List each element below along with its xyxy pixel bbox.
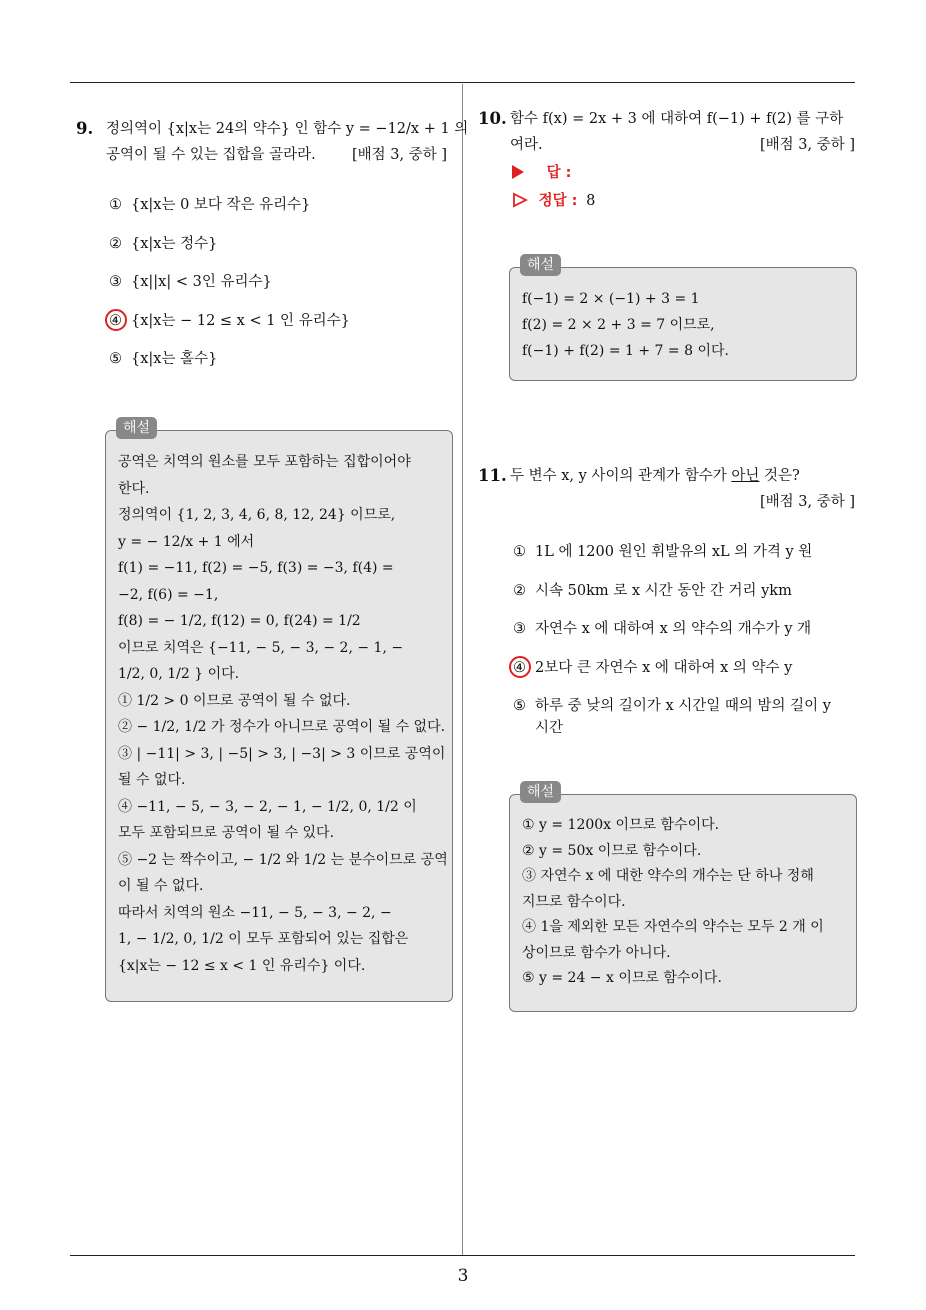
q11-option-3[interactable] [513,618,811,640]
explanation-line: 따라서 치역의 원소 −11, − 5, − 3, − 2, − [118,904,392,921]
option-number: ② [513,582,526,599]
play-icon [512,165,524,179]
option-text: {x||x| < 3인 유리수} [131,274,272,290]
q11-explanation-box [509,784,857,1012]
q11-option-5[interactable] [513,695,831,739]
q9-explanation-box [105,420,453,1002]
explanation-line: 1/2, 0, 1/2 } 이다. [118,666,240,682]
bottom-rule [70,1255,855,1256]
selected-answer-circle-icon [509,656,531,678]
question-text [106,116,469,168]
q9-option-5[interactable] [109,348,217,370]
selected-answer-circle-icon [105,309,127,331]
explanation-line: ① 1/2 > 0 이므로 공역이 될 수 없다. [118,692,351,709]
question-line-1-underlined: 아닌 [731,468,760,484]
option-number: ⑤ [513,698,526,714]
q10-explanation-box [509,257,857,381]
top-rule [70,82,855,83]
option-number: ⑤ [109,351,122,367]
explanation-line: f(2) = 2 × 2 + 3 = 7 이므로, [522,317,715,333]
explanation-line: 1, − 1/2, 0, 1/2 이 모두 포함되어 있는 집합은 [118,931,409,947]
option-text: 시속 50km 로 x 시간 동안 간 거리 ykm [535,582,792,599]
score-label: [배점 3, 중하 ] [352,147,448,163]
explanation-line: ① y = 1200x 이므로 함수이다. [522,817,720,833]
q9-option-1[interactable] [109,194,310,216]
q11-option-4[interactable] [513,657,792,679]
question-line-2: 여라. [510,137,543,153]
score-label: [배점 3, 중하 ] [760,137,856,153]
option-number: ③ [109,274,122,290]
explanation-line: 될 수 없다. [118,772,186,788]
option-text: {x|x는 홀수} [131,351,218,367]
explanation-line: ② y = 50x 이므로 함수이다. [522,842,702,859]
question-line-1-pre: 두 변수 x, y 사이의 관계가 함수가 [510,468,732,484]
question-number: 10. [478,109,507,128]
option-text: 1L 에 1200 원인 휘발유의 xL 의 가격 y 원 [535,544,813,560]
explanation-label: 해설 [520,781,561,803]
question-9 [76,116,469,172]
option-number: ① [109,197,122,213]
q9-option-2[interactable] [109,233,217,255]
explanation-line: f(−1) + f(2) = 1 + 7 = 8 이다. [522,343,729,359]
q10-answer-row [512,161,571,185]
explanation-line: f(1) = −11, f(2) = −5, f(3) = −3, f(4) = [118,560,394,576]
q9-option-4[interactable] [109,310,350,332]
explanation-line: ③ | −11| > 3, | −5| > 3, | −3| > 3 이므로 공역이 [118,745,446,762]
correct-value: 8 [586,193,596,209]
option-text: {x|x는 0 보다 작은 유리수} [131,197,311,213]
q10-correct-row [512,189,595,213]
explanation-line: 상이므로 함수가 아니다. [522,944,671,961]
question-11 [478,463,858,519]
option-number: ② [109,235,122,252]
explanation-line: ④ −11, − 5, − 3, − 2, − 1, − 1/2, 0, 1/2 이 [118,798,417,815]
q9-option-3[interactable] [109,271,272,293]
explanation-line: ③ 자연수 x 에 대한 약수의 개수는 단 하나 정해 [522,868,814,884]
option-text-continued: 시간 [535,720,564,736]
explanation-line: 공역은 치역의 원소를 모두 포함하는 집합이어야 [118,454,411,470]
question-number: 9. [76,119,94,138]
question-line-1: 정의역이 {x|x는 24의 약수} 인 함수 y = −12/x + 1 의 [106,121,469,137]
page-number: 3 [457,1266,469,1286]
option-number: ③ [513,621,526,637]
explanation-line: ⑤ −2 는 짝수이고, − 1/2 와 1/2 는 분수이므로 공역 [118,851,448,868]
option-number: ① [513,544,526,560]
option-number: ④ [109,312,122,329]
explanation-line: 모두 포함되므로 공역이 될 수 있다. [118,825,335,841]
question-line-2: 공역이 될 수 있는 집합을 골라라. [106,147,316,163]
column-divider [462,84,463,1256]
explanation-line: 이므로 치역은 {−11, − 5, − 3, − 2, − 1, − [118,639,404,656]
option-text: 2보다 큰 자연수 x 에 대하여 x 의 약수 y [535,659,793,676]
question-text [510,106,858,158]
question-line-1-post: 것은? [759,468,800,484]
option-text: {x|x는 정수} [131,235,218,252]
explanation-line: ④ 1을 제외한 모든 자연수의 약수는 모두 2 개 이 [522,919,824,935]
outline-triangle-icon [512,192,528,208]
explanation-line: 지므로 함수이다. [522,893,626,910]
q11-option-1[interactable] [513,541,812,563]
score-label: [배점 3, 중하 ] [760,494,856,510]
explanation-label: 해설 [116,417,157,439]
correct-label: 정답 : [538,193,578,209]
option-number: ④ [513,659,526,676]
option-text: {x|x는 − 12 ≤ x < 1 인 유리수} [131,312,350,329]
question-number: 11. [478,466,507,485]
explanation-line: y = − 12/x + 1 에서 [118,533,255,550]
option-text: 하루 중 낮의 길이가 x 시간일 때의 밤의 길이 y [535,698,831,714]
explanation-line: {x|x는 − 12 ≤ x < 1 인 유리수} 이다. [118,957,366,974]
explanation-line: f(−1) = 2 × (−1) + 3 = 1 [522,291,700,307]
answer-label: 답 : [546,165,572,181]
explanation-line: ② − 1/2, 1/2 가 정수가 아니므로 공역이 될 수 없다. [118,719,446,735]
explanation-line: f(8) = − 1/2, f(12) = 0, f(24) = 1/2 [118,613,361,629]
explanation-line: −2, f(6) = −1, [118,586,219,603]
option-text: 자연수 x 에 대하여 x 의 약수의 개수가 y 개 [535,621,812,637]
question-line-1: 함수 f(x) = 2x + 3 에 대하여 f(−1) + f(2) 를 구하 [510,111,844,127]
explanation-label: 해설 [520,254,561,276]
question-10 [478,106,858,162]
explanation-line: ⑤ y = 24 − x 이므로 함수이다. [522,970,722,986]
explanation-line: 한다. [118,480,150,497]
explanation-line: 이 될 수 없다. [118,878,204,894]
explanation-line: 정의역이 {1, 2, 3, 4, 6, 8, 12, 24} 이므로, [118,507,396,523]
question-text [510,463,858,515]
q11-option-2[interactable] [513,580,792,602]
